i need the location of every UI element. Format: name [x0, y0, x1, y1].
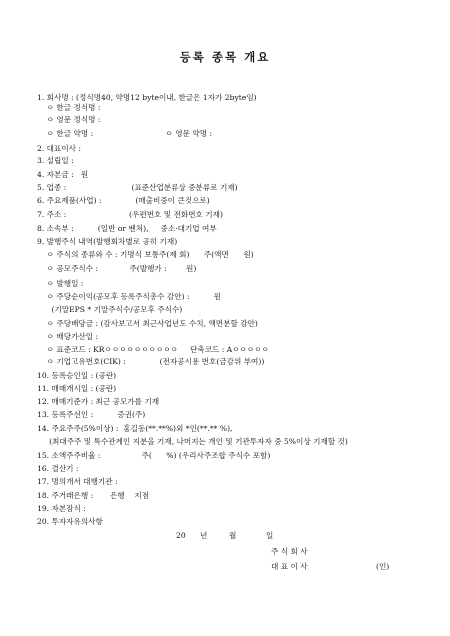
item-line: 6. 주요제품(사업) : (매출비중이 큰것으로) — [37, 196, 210, 205]
item-line: ㅇ 주당배당금 : (감사보고서 최근사업년도 수치, 액면분할 감안) — [37, 319, 258, 328]
item-line: ㅇ 배당가산일 : — [37, 332, 99, 341]
item-line: ㅇ 한글 정식명 : — [37, 103, 101, 112]
ceo-label: 대 표 이 사 — [271, 562, 308, 571]
item-line: 19. 자본잠식 : — [37, 504, 86, 513]
item-line: 18. 주거래은행 : 은행 지점 — [37, 491, 150, 500]
item-line: 11. 매매개시일 : (공란) — [37, 384, 117, 393]
date-year-label: 년 — [200, 531, 208, 540]
item-line: ㅇ 표준코드 : KRㅇㅇㅇㅇㅇㅇㅇㅇㅇㅇ 단축코드 : Aㅇㅇㅇㅇㅇ — [37, 345, 269, 354]
company-label: 주 식 회 사 — [271, 547, 308, 556]
item-line: 10. 등록승인일 : (공란) — [37, 371, 117, 380]
item-line: ㅇ 발행일 : — [37, 279, 84, 288]
date-day-label: 일 — [266, 531, 274, 540]
item-line: 14. 주요주주(5%이상) : 홍길동(**.**%)외 *인(**.** %), — [37, 424, 233, 433]
item-line: (최대주주 및 특수관계인 지분을 기재, 나머지는 개인 및 기관투자자 중 5%이상 기재할 것) — [37, 437, 348, 446]
item-line: 9. 발행주식 내역(발행회차별로 공히 기재) — [37, 237, 178, 246]
seal-label: (인) — [376, 562, 390, 571]
item-line: 1. 회사명 : (정식명40, 약명12 byte이내, 한글은 1자가 2byte임) — [37, 93, 257, 102]
item-line: 12. 매매기준가 : 최근 공모가를 기재 — [37, 397, 160, 406]
item-line: ㅇ 주식의 종류와 수 : 기명식 보통주(제 회) 주(액면 원) — [37, 250, 254, 259]
item-line: 13. 등록주선인 : 증권(주) — [37, 410, 146, 419]
item-line: 5. 업종 : (표준산업분류상 중분류로 기재) — [37, 183, 238, 192]
item-line: ㅇ 영문 정식명 : — [37, 115, 101, 124]
item-line: 15. 소액주주비율 : 주( %) (우리사주조합 주식수 포함) — [37, 451, 271, 460]
item-line: 7. 주소 : (우편번호 및 전화번호 기재) — [37, 210, 223, 219]
item-line: ㅇ 한글 약명 : ㅇ 영문 약명 : — [37, 129, 213, 138]
item-line: 8. 소속부 : (일반 or 벤처), 중소·대기업 여부 — [37, 224, 217, 233]
item-line: 16. 결산기 : — [37, 464, 79, 473]
item-line: 2. 대표이사 : — [37, 144, 81, 153]
item-line: ㅇ 기업고유번호(CIK) : (전자공시용 번호(금감위 부여)) — [37, 357, 265, 366]
page-title: 등록 종목 개요 — [179, 50, 271, 64]
item-line: ㅇ 주당순이익(공모후 등록주식총수 감안) : 원 — [37, 292, 221, 301]
item-line: 4. 자본금 : 원 — [37, 170, 89, 179]
item-line: 20. 투자자유의사항 — [37, 517, 103, 526]
date-month-label: 월 — [229, 531, 237, 540]
date-year: 20 — [176, 531, 186, 540]
item-line: 3. 설립일 : — [37, 156, 74, 165]
item-line: 17. 명의개서 대행기관 : — [37, 477, 118, 486]
item-line: (기말EPS * 기말주식수/공모후 주식수) — [37, 305, 183, 314]
item-line: ㅇ 공모주식수 : 주(발행가 : 원) — [37, 264, 197, 273]
